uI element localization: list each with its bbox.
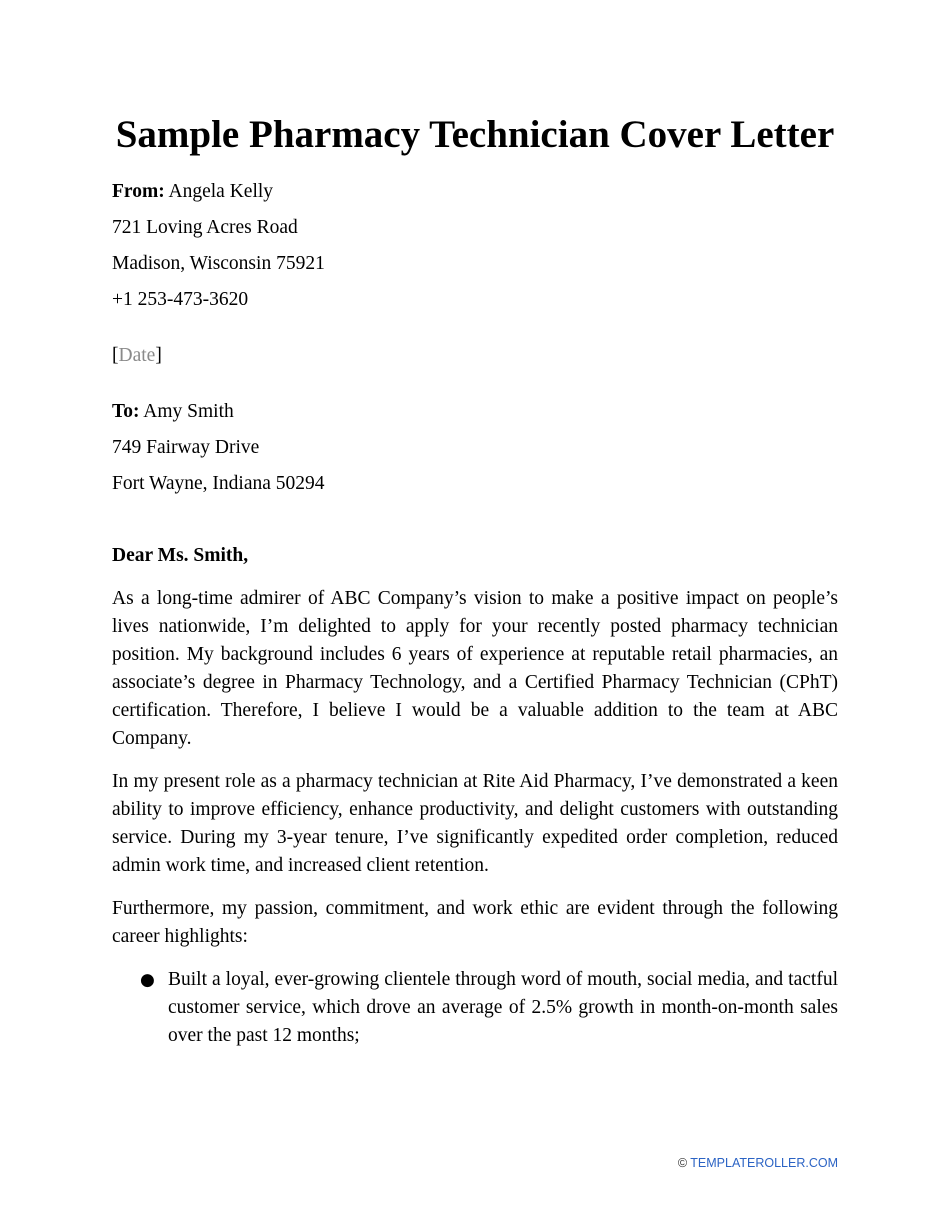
career-highlights-list	[112, 966, 838, 1050]
templateroller-link[interactable]: TEMPLATEROLLER.COM	[690, 1156, 838, 1170]
date-open-bracket: [	[112, 345, 119, 366]
recipient-name: Amy Smith	[143, 401, 234, 422]
sender-label: From:	[112, 181, 165, 202]
salutation: Dear Ms. Smith,	[112, 545, 249, 566]
sender-name: Angela Kelly	[168, 181, 274, 202]
paragraph-intro: As a long-time admirer of ABC Company’s vision to make a positive impact on people’s lives nationwide, I’m delighted to apply for your recently posted pharmacy technician position. My background includes 6 years of experience at reputable retail pharmacies, an associate’s degree in Pharmacy Technology, and a Certified Pharmacy Technician (CPhT) certification. Therefore, I believe I would be a valuable addition to the team at ABC Company.	[112, 588, 838, 749]
date-close-bracket: ]	[155, 345, 162, 366]
date-field	[112, 338, 838, 374]
paragraph-highlights-intro: Furthermore, my passion, commitment, and work ethic are evident through the following career highlights:	[112, 898, 838, 947]
list-item-text: Built a loyal, ever-growing clientele through word of mouth, social media, and tactful customer service, which drove an average of 2.5% growth in month-on-month sales over the past 12 months;	[168, 969, 838, 1046]
recipient-city: Fort Wayne, Indiana 50294	[112, 473, 325, 494]
bullet-icon: ●	[140, 970, 155, 990]
sender-name-line	[112, 174, 838, 210]
sender-city: Madison, Wisconsin 75921	[112, 253, 325, 274]
copyright-icon: ©	[677, 1156, 688, 1170]
document-title: Sample Pharmacy Technician Cover Letter	[115, 113, 835, 156]
letter-body	[112, 174, 838, 1050]
list-item	[112, 966, 838, 1050]
sender-street: 721 Loving Acres Road	[112, 217, 298, 238]
date-placeholder: Date	[118, 345, 156, 366]
sender-phone: +1 253-473-3620	[112, 289, 249, 310]
paragraph-current-role: In my present role as a pharmacy technician at Rite Aid Pharmacy, I’ve demonstrated a keen ability to improve efficiency, enhance productivity, and delight customers with outstanding service. During my 3-year tenure, I’ve significantly expedited order completion, reduced admin work time, and increased client retention.	[112, 771, 838, 876]
recipient-street: 749 Fairway Drive	[112, 437, 260, 458]
footer-credit	[678, 1155, 838, 1171]
recipient-name-line	[112, 394, 838, 430]
recipient-label: To:	[112, 401, 140, 422]
